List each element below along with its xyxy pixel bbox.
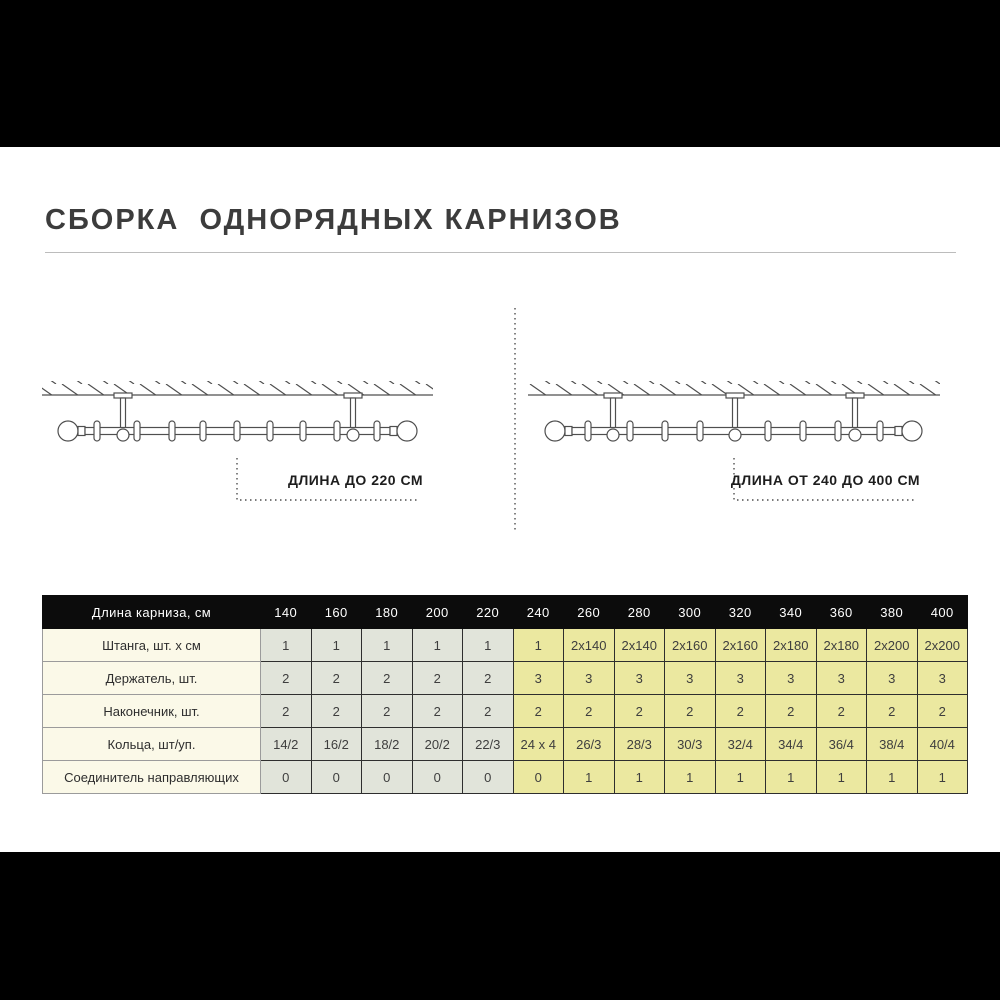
table-cell: 1: [715, 761, 766, 794]
table-cell: 2: [867, 695, 918, 728]
table-row: [43, 761, 968, 794]
table-cell: 3: [513, 662, 564, 695]
table-cell: 3: [867, 662, 918, 695]
ceiling-bracket: [604, 393, 622, 430]
table-row: [43, 728, 968, 761]
table-cell: 2: [463, 662, 514, 695]
table-cell: 1: [614, 761, 665, 794]
column-header: 360: [816, 596, 867, 629]
finial-neck: [565, 427, 572, 436]
page-title: СБОРКА ОДНОРЯДНЫХ КАРНИЗОВ: [45, 204, 622, 236]
row-label: Соединитель направляющих: [43, 761, 261, 794]
table-cell: 1: [261, 629, 312, 662]
table-cell: 2x200: [917, 629, 968, 662]
table-cell: 2x160: [715, 629, 766, 662]
table-cell: 2: [766, 695, 817, 728]
curtain-rings: [94, 421, 380, 441]
table-row: [43, 629, 968, 662]
table-cell: 3: [665, 662, 716, 695]
finial-neck: [895, 427, 902, 436]
table-cell: 18/2: [362, 728, 413, 761]
column-header: 260: [564, 596, 615, 629]
top-letterbox-bar: [0, 0, 1000, 147]
table-cell: 0: [463, 761, 514, 794]
table-cell: 3: [614, 662, 665, 695]
column-header: 140: [261, 596, 312, 629]
table-cell: 1: [665, 761, 716, 794]
finial-ball: [545, 421, 565, 441]
cornice-diagrams: [35, 300, 965, 540]
bracket-knob: [117, 429, 129, 441]
bottom-letterbox-bar: [0, 852, 1000, 1000]
row-label: Кольца, шт/уп.: [43, 728, 261, 761]
table-cell: 36/4: [816, 728, 867, 761]
table-cell: 1: [564, 761, 615, 794]
column-header: 300: [665, 596, 716, 629]
table-body: [43, 629, 968, 794]
table-cell: 2: [665, 695, 716, 728]
table-cell: 2: [614, 695, 665, 728]
table-cell: 1: [766, 761, 817, 794]
finial-ball: [397, 421, 417, 441]
table-cell: 2x200: [867, 629, 918, 662]
table-cell: 3: [816, 662, 867, 695]
table-cell: 16/2: [311, 728, 362, 761]
finial-neck: [390, 427, 397, 436]
table-cell: 2: [261, 662, 312, 695]
column-header: 320: [715, 596, 766, 629]
table-cell: 2x180: [816, 629, 867, 662]
column-header: 180: [362, 596, 413, 629]
column-header: 400: [917, 596, 968, 629]
column-header: 280: [614, 596, 665, 629]
table-cell: 28/3: [614, 728, 665, 761]
bracket-knob: [347, 429, 359, 441]
ceiling-bracket: [726, 393, 744, 430]
row-label: Наконечник, шт.: [43, 695, 261, 728]
table-cell: 1: [311, 629, 362, 662]
finial-neck: [78, 427, 85, 436]
table-cell: 0: [513, 761, 564, 794]
bracket-knob: [849, 429, 861, 441]
ceiling-bracket: [846, 393, 864, 430]
table-cell: 2: [917, 695, 968, 728]
row-label: Держатель, шт.: [43, 662, 261, 695]
ceiling-bracket: [344, 393, 362, 430]
finial-ball: [902, 421, 922, 441]
table-cell: 1: [917, 761, 968, 794]
column-header: 220: [463, 596, 514, 629]
table-cell: 0: [362, 761, 413, 794]
table-cell: 1: [513, 629, 564, 662]
column-header: 160: [311, 596, 362, 629]
table-cell: 3: [564, 662, 615, 695]
table-cell: 22/3: [463, 728, 514, 761]
column-header: 200: [412, 596, 463, 629]
table-cell: 32/4: [715, 728, 766, 761]
table-cell: 1: [412, 629, 463, 662]
table-cell: 2: [412, 695, 463, 728]
table-cell: 2: [412, 662, 463, 695]
table-header-row: [43, 596, 968, 629]
table-cell: 1: [463, 629, 514, 662]
column-header: 240: [513, 596, 564, 629]
table-cell: 1: [362, 629, 413, 662]
dimension-label-left: ДЛИНА ДО 220 СМ: [287, 472, 424, 488]
table-cell: 0: [311, 761, 362, 794]
dimension-label-right: ДЛИНА ОТ 240 ДО 400 СМ: [730, 472, 921, 488]
ceiling-hatching: [42, 381, 433, 395]
table-cell: 2: [261, 695, 312, 728]
table-cell: 2: [463, 695, 514, 728]
table-cell: 14/2: [261, 728, 312, 761]
table-cell: 2x140: [564, 629, 615, 662]
column-header: 340: [766, 596, 817, 629]
table-cell: 24 x 4: [513, 728, 564, 761]
title-divider-line: [45, 252, 956, 253]
bracket-knob: [729, 429, 741, 441]
finial-ball: [58, 421, 78, 441]
table-cell: 1: [816, 761, 867, 794]
table-cell: 2x180: [766, 629, 817, 662]
table-cell: 38/4: [867, 728, 918, 761]
table-cell: 34/4: [766, 728, 817, 761]
table-row: [43, 662, 968, 695]
table-cell: 40/4: [917, 728, 968, 761]
table-cell: 2: [362, 695, 413, 728]
components-table: [42, 595, 968, 794]
table-cell: 2: [513, 695, 564, 728]
table-cell: 3: [715, 662, 766, 695]
table-cell: 0: [261, 761, 312, 794]
table-cell: 20/2: [412, 728, 463, 761]
table-cell: 2: [362, 662, 413, 695]
table-cell: 2: [311, 662, 362, 695]
table-row: [43, 695, 968, 728]
table-cell: 2: [816, 695, 867, 728]
ceiling-bracket: [114, 393, 132, 430]
table-cell: 2: [311, 695, 362, 728]
table-cell: 3: [766, 662, 817, 695]
row-label: Штанга, шт. х см: [43, 629, 261, 662]
table-cell: 30/3: [665, 728, 716, 761]
bracket-knob: [607, 429, 619, 441]
table-cell: 2x160: [665, 629, 716, 662]
column-header-label: Длина карниза, см: [43, 596, 261, 629]
table-cell: 26/3: [564, 728, 615, 761]
column-header: 380: [867, 596, 918, 629]
table-cell: 1: [867, 761, 918, 794]
table-cell: 2x140: [614, 629, 665, 662]
table-cell: 2: [564, 695, 615, 728]
table-cell: 3: [917, 662, 968, 695]
table-cell: 0: [412, 761, 463, 794]
table-cell: 2: [715, 695, 766, 728]
